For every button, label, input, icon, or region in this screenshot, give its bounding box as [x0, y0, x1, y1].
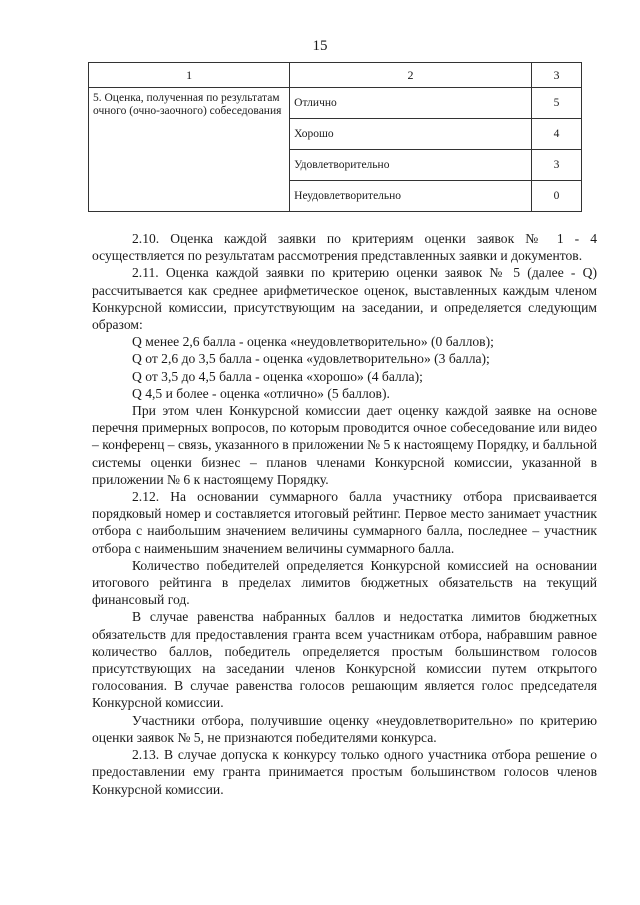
- paragraph: При этом член Конкурсной комиссии дает оценку каждой заявке на основе перечня примерных вопросов, по которым проводится очное собеседование или видео – конференц – связь, указанного в приложении № 5 к настоящему Порядку, и балльной системы оценки бизнес – планов членами Конкурсной комиссии, указанной в приложении № 6 к настоящему Порядку.: [92, 403, 598, 487]
- criteria-table: [88, 62, 582, 212]
- grade-score: 3: [531, 150, 581, 181]
- grade-label: Хорошо: [290, 119, 532, 150]
- header-cell-3: 3: [531, 63, 581, 88]
- criterion-cell: 5. Оценка, полученная по результатам очного (очно-заочного) собеседования: [89, 88, 290, 212]
- paragraph-2-10: 2.10. Оценка каждой заявки по критериям оценки заявок № 1 - 4 осуществляется по результатам рассмотрения представленных заявки и документов.: [92, 231, 597, 264]
- grade-score: 4: [531, 119, 581, 150]
- header-cell-2: 2: [290, 63, 532, 88]
- grade-label: Удовлетворительно: [290, 150, 532, 181]
- grade-label: Неудовлетворительно: [290, 181, 532, 212]
- list-item: Q 4,5 и более - оценка «отлично» (5 баллов).: [132, 385, 390, 401]
- paragraph-2-12: 2.12. На основании суммарного балла участнику отбора присваивается порядковый номер и составляется итоговый рейтинг. Первое место занимает участник отбора с наибольшим значением величины суммарного балла, последнее – участник отбора с наименьшим значением величины суммарного балла.: [92, 489, 597, 556]
- paragraph: Количество победителей определяется Конкурсной комиссией на основании итогового рейтинга в пределах лимитов бюджетных обязательств на текущий финансовый год.: [92, 557, 597, 608]
- page-number: 15: [312, 38, 328, 54]
- table-row: [89, 88, 582, 119]
- grade-score: 5: [531, 88, 581, 119]
- document-body: [92, 230, 597, 798]
- table-header-row: [89, 63, 582, 88]
- list-item: Q от 2,6 до 3,5 балла - оценка «удовлетворительно» (3 балла);: [132, 351, 490, 367]
- paragraph-2-13: 2.13. В случае допуска к конкурсу только одного участника отбора решение о предоставлении ему гранта принимается простым большинством голосов членов Конкурсной комиссии.: [92, 747, 597, 797]
- list-item: Q менее 2,6 балла - оценка «неудовлетворительно» (0 баллов);: [132, 334, 494, 350]
- paragraph-2-11: 2.11. Оценка каждой заявки по критерию оценки заявок № 5 (далее - Q) рассчитывается как среднее арифметическое оценок, выставленных каждым членом Конкурсной комиссии, присутствующим на заседании, и определяется следующим образом:: [92, 265, 597, 333]
- paragraph: В случае равенства набранных баллов и недостатка лимитов бюджетных обязательств для предоставления гранта всем участникам отбора, набравшим равное количество баллов, победитель определяется простым большинством голосов присутствующих на заседании членов Конкурсной комиссии путем открытого голосования. В случае равенства голосов решающим является голос председателя Конкурсной комиссии.: [92, 609, 597, 711]
- grade-score: 0: [531, 181, 581, 212]
- paragraph: Участники отбора, получившие оценку «неудовлетворительно» по критерию оценки заявок № 5, не признаются победителями конкурса.: [92, 712, 597, 745]
- header-cell-1: 1: [89, 63, 290, 88]
- list-item: Q от 3,5 до 4,5 балла - оценка «хорошо» (4 балла);: [132, 368, 423, 384]
- grade-label: Отлично: [290, 88, 532, 119]
